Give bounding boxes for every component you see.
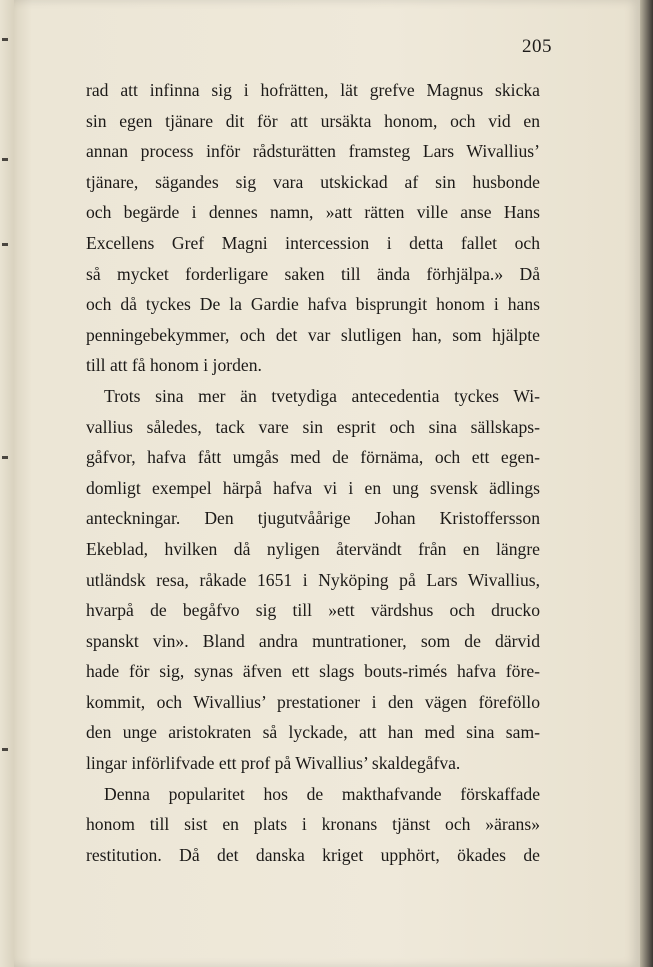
text-line: Denna popularitet hos de makthafvande förskaffade bbox=[104, 783, 540, 804]
text-line: kommit, och Wivallius’ prestationer i den vägen föreföllo bbox=[86, 691, 540, 712]
text-line: och då tyckes De la Gardie hafva bisprungit honom i hans bbox=[86, 294, 540, 315]
text-line: till att få honom i jorden. bbox=[86, 355, 262, 376]
text-line: rad att infinna sig i hofrätten, lät grefve Magnus skicka bbox=[86, 80, 540, 100]
text-line: vallius således, tack vare sin esprit och sina sällskaps- bbox=[86, 416, 540, 437]
text-line: Trots sina mer än tvetydiga antecedentia tyckes Wi- bbox=[104, 385, 540, 406]
text-line: hvarpå de begåfvo sig till »ett värdshus och drucko bbox=[86, 600, 540, 621]
text-line: honom till sist en plats i kronans tjänst och »ärans» bbox=[86, 814, 540, 835]
page-right-edge bbox=[640, 0, 653, 967]
text-line: sin egen tjänare dit för att ursäkta honom, och vid en bbox=[86, 110, 540, 131]
paragraph bbox=[86, 75, 540, 381]
binding-mark bbox=[2, 158, 8, 161]
text-line: tjänare, sägandes sig vara utskickad af sin husbonde bbox=[86, 171, 540, 192]
text-line: utländsk resa, råkade 1651 i Nyköping på Lars Wivallius, bbox=[86, 569, 540, 590]
text-line: anteckningar. Den tjugutvåårige Johan Kristoffersson bbox=[86, 508, 540, 529]
binding-mark bbox=[2, 456, 8, 459]
text-line: så mycket forderligare saken till ända förhjälpa.» Då bbox=[86, 263, 540, 284]
text-line: penningebekymmer, och det var slutligen han, som hjälpte bbox=[86, 324, 540, 345]
text-line: hade för sig, synas äfven ett slags bouts-rimés hafva före- bbox=[86, 661, 540, 682]
text-line: restitution. Då det danska kriget upphört, ökades de bbox=[86, 844, 540, 865]
text-line: lingar införlifvade ett prof på Wivallius’ skaldegåfva. bbox=[86, 753, 461, 774]
text-line: annan process inför rådsturätten framsteg Lars Wivallius’ bbox=[86, 141, 540, 162]
body-text bbox=[86, 75, 540, 870]
binding-mark bbox=[2, 243, 8, 246]
paragraph bbox=[86, 779, 540, 871]
scan-left-margin bbox=[0, 0, 14, 967]
text-line: Ekeblad, hvilken då nyligen återvändt från en längre bbox=[86, 538, 540, 559]
text-line: den unge aristokraten så lyckade, att han med sina sam- bbox=[86, 722, 540, 743]
text-line: spanskt vin». Bland andra muntrationer, som de därvid bbox=[86, 630, 540, 651]
binding-mark bbox=[2, 748, 8, 751]
text-line: och begärde i dennes namn, »att rätten ville anse Hans bbox=[86, 202, 540, 223]
page-number: 205 bbox=[522, 36, 552, 57]
text-line: Excellens Gref Magni intercession i detta fallet och bbox=[86, 232, 540, 253]
binding-mark bbox=[2, 38, 8, 41]
paragraph bbox=[86, 381, 540, 779]
text-line: gåfvor, hafva fått umgås med de förnäma, och ett egen- bbox=[86, 447, 540, 468]
text-line: domligt exempel härpå hafva vi i en ung svensk ädlings bbox=[86, 477, 540, 498]
